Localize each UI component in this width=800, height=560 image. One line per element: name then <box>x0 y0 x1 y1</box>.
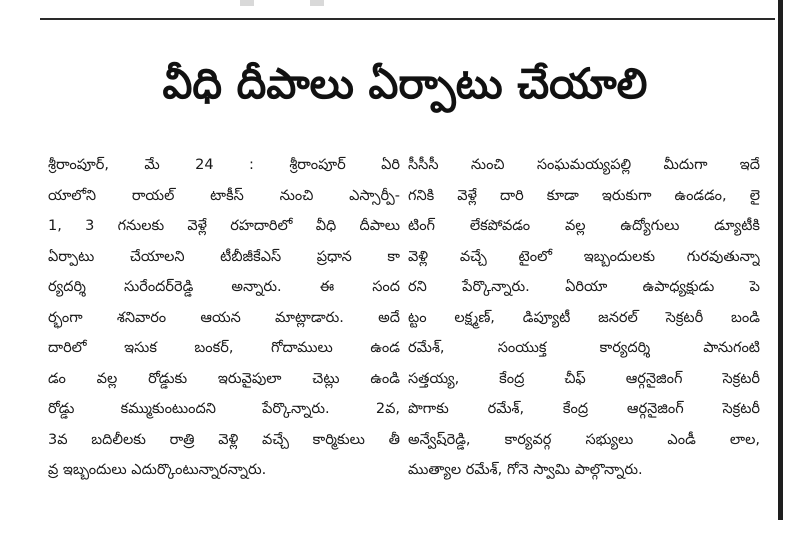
body-text-line: ర్భంగా శనివారం ఆయన మాట్లాడారు. అదే <box>48 309 400 326</box>
body-text-line: 3వ బదిలీలకు రాత్రి వెళ్లి వచ్చే కార్మికులు తీ <box>48 431 400 448</box>
body-text-line: అన్వేష్‌రెడ్డి, కార్యవర్గ సభ్యులు ఎండీ లాల, <box>408 431 760 448</box>
body-text-line: డం వల్ల రోడ్డుకు ఇరువైపులా చెట్లు ఉండి <box>48 370 400 387</box>
body-text-line: ట్టం లక్ష్మణ్, డిప్యూటీ జనరల్ సెక్రటరీ బండి <box>408 309 760 326</box>
body-text-line: దారిలో ఇసుక బంకర్, గోదాములు ఉండ <box>48 340 400 356</box>
body-text-line: 1, 3 గనులకు వెళ్లే రహదారిలో వీధి దీపాలు <box>48 218 400 234</box>
body-text-line: పొగాకు రమేశ్, కేంద్ర ఆర్గనైజింగ్ సెక్రటరీ <box>408 401 760 417</box>
body-text-line: టింగ్ లేకపోవడం వల్ల ఉద్యోగులు డ్యూటీకి <box>408 218 760 234</box>
body-text-line: ర్యదర్శి సురేందర్‌రెడ్డి అన్నారు. ఈ సంద <box>48 279 400 295</box>
right-border <box>778 0 783 520</box>
body-text-line: వ్ర ఇబ్బందులు ఎదుర్కొంటున్నారన్నారు. <box>48 462 267 478</box>
body-text-line: రోడ్డు కమ్ముకుంటుందని పేర్కొన్నారు. 2వ, <box>48 401 400 417</box>
body-text-line: గనికి వెళ్లే దారి కూడా ఇరుకుగా ఉండడం, లై <box>408 187 760 204</box>
body-text-line: ఏర్పాటు చేయాలని టీబీజీకేఎస్ ప్రధాన కా <box>48 248 400 265</box>
headline: వీధి దీపాలు ఏర్పాటు చేయాలి <box>162 59 648 108</box>
body-text-line: సత్తయ్య, కేంద్ర చీఫ్ ఆర్గనైజింగ్ సెక్రటరీ <box>408 370 760 387</box>
body-text-line: వెళ్లి వచ్చే టైంలో ఇబ్బందులకు గురవుతున్నా <box>408 248 760 265</box>
top-cut-mark <box>240 0 254 6</box>
body-text-line: రమేశ్, సంయుక్త కార్యదర్శి పానుగంటి <box>408 340 760 356</box>
body-text-line: ముత్యాల రమేశ్, గోనె స్వామి పాల్గొన్నారు. <box>408 462 643 478</box>
top-cut-mark <box>310 0 324 6</box>
top-rule <box>40 18 775 20</box>
column-right <box>408 150 760 520</box>
body-text-line: యాలోని రాయల్ టాకీస్ నుంచి ఎస్సార్పీ- <box>48 187 400 204</box>
body-text-line: శ్రీరాంపూర్, మే 24 : శ్రీరాంపూర్ ఏరి <box>48 157 400 173</box>
body-text-line: సీసీసీ నుంచి సంఘమయ్యపల్లి మీదుగా ఇదే <box>408 157 760 173</box>
body-text-line: రని పేర్కొన్నారు. ఏరియా ఉపాధ్యక్షుడు పె <box>408 279 760 295</box>
column-left <box>48 150 400 520</box>
